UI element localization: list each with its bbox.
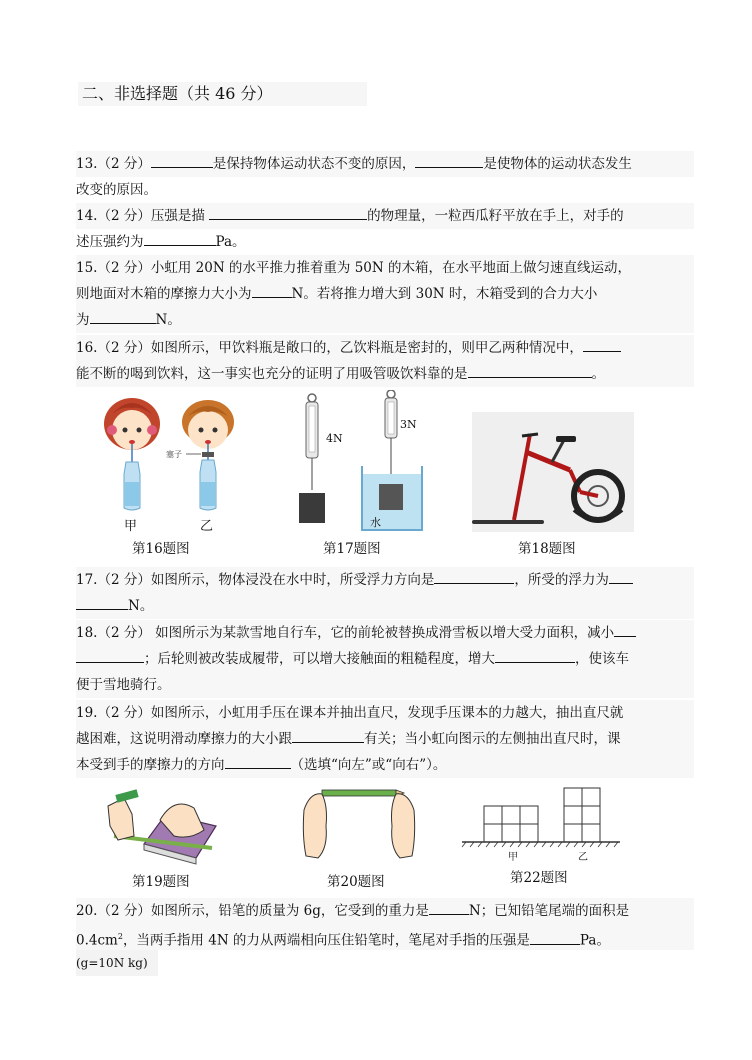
q14-blank-2[interactable] [144,229,216,246]
q13-text-a: 13.（2 分） [76,156,151,172]
q13-text-d: 改变的原因。 [76,182,157,198]
q15-text-e: N。 [155,312,181,328]
question-20 [76,898,694,976]
q20-text-d: ，当两手指用 4N 的力从两端相向压住铅笔时，笔尾对手指的压强是 [122,932,530,949]
q18-blank-1b[interactable] [76,646,144,663]
q18-text-b: ；后轮则被改装成履带，可以增大接触面的粗糙程度，增大 [144,651,495,667]
question-18 [76,620,694,698]
figure-17 [292,390,432,535]
reading-3n: 3N [400,418,417,431]
question-13 [76,151,694,203]
q16-text-b: 能不断的喝到饮料，这一事实也充分的证明了用吸管吸饮料靠的是 [76,366,468,382]
label-yi-16: 乙 [200,519,214,534]
q20-text-b: N；已知铅笔尾端的面积是 [468,903,630,919]
q19-text-a: 19.（2 分）如图所示，小虹用手压在课本并抽出直尺，发现手压课本的力越大，抽出直尺就 [76,705,624,721]
q19-text-c: 有关；当小虹向图示的左侧抽出直尺时，课 [364,731,621,747]
figure-16-caption: 第16题图 [132,541,190,557]
water-label: 水 [370,516,381,529]
reading-4n: 4N [326,432,343,445]
figure-20-caption: 第20题图 [327,874,385,890]
figure-22 [458,784,624,864]
q15-text-d: 为 [76,312,90,328]
q13-text-b: 是保持物体运动状态不变的原因， [212,156,416,172]
question-14 [76,203,694,255]
q17-text-b: ，所受的浮力为 [514,572,609,588]
q19-blank-2[interactable] [225,752,291,769]
q20-text-a: 20.（2 分）如图所示，铅笔的质量为 6g，它受到的重力是 [76,903,429,919]
boy-figure [182,400,234,510]
figure-16 [100,392,245,537]
q15-text-c: N。若将推力增大到 30N 时，木箱受到的合力大小 [291,286,598,302]
q13-blank-1[interactable] [151,151,213,168]
q16-text-a: 16.（2 分）如图所示，甲饮料瓶是敞口的，乙饮料瓶是密封的，则甲乙两种情况中， [76,340,583,356]
q18-text-a: 18.（2 分） 如图所示为某款雪地自行车，它的前轮被替换成滑雪板以增大受力面积，减小 [76,625,615,641]
label-yi-22: 乙 [578,852,588,863]
q19-text-b: 越困难，这说明滑动摩擦力的大小跟 [76,731,292,747]
label-jia-16: 甲 [124,519,138,534]
q15-text-a: 15.（2 分）小虹用 20N 的水平推力推着重为 50N 的木箱，在水平地面上做匀速直线运动， [76,260,631,276]
figure-18-caption: 第18题图 [518,541,576,557]
figure-19 [104,786,222,866]
q13-text-c: 是使物体的运动状态发生 [483,156,632,172]
q20-blank-2[interactable] [530,928,580,945]
q14-text-b: 的物理量，一粒西瓜籽平放在手上，对手的 [367,208,624,224]
q18-blank-1a[interactable] [614,620,636,637]
q14-blank-1[interactable] [209,203,367,220]
q16-text-c: 。 [591,366,605,382]
q17-text-a: 17.（2 分）如图所示，物体浸没在水中时，所受浮力方向是 [76,572,435,588]
figure-22-caption: 第22题图 [510,870,568,886]
label-jia-22: 甲 [508,852,518,863]
q15-text-b: 则地面对木箱的摩擦力大小为 [76,286,252,302]
question-19 [76,700,694,778]
question-17 [76,567,694,619]
brick-stack-yi [564,788,600,842]
q17-blank-1[interactable] [434,567,514,584]
figure-19-caption: 第19题图 [132,874,190,890]
book-and-hand [108,789,216,864]
q19-text-d: 本受到手的摩擦力的方向 [76,757,225,773]
q20-sup: 2 [117,932,123,941]
q14-text-c: 述压强约为 [76,234,144,250]
figure-17-caption: 第17题图 [323,541,381,557]
question-16 [76,335,694,387]
q20-text-e: Pa。 [579,932,610,949]
q19-text-e: （选填“向左”或“向右”）。 [290,757,447,773]
section-title: 二、非选择题（共 46 分） [78,82,367,106]
q18-text-d: 便于雪地骑行。 [76,677,171,693]
q13-blank-2[interactable] [415,151,483,168]
q16-blank-2[interactable] [468,361,592,378]
q20-text-f: (g=10N kg) [76,956,148,970]
spring-scale-1 [299,394,325,523]
figure-18 [472,412,634,532]
q17-text-c: N。 [128,598,154,614]
stopper-label: 塞子 [166,450,182,459]
q18-text-c: ，使该车 [575,651,629,667]
q19-blank-1[interactable] [292,726,364,743]
q15-blank-1[interactable] [252,281,292,298]
q15-blank-2[interactable] [90,307,156,324]
q16-blank-1[interactable] [583,335,621,352]
spring-scale-2 [362,390,422,530]
q14-text-d: Pa。 [215,234,246,250]
q14-text-a: 14.（2 分）压强是描 [76,208,210,224]
figure-20 [300,786,418,862]
q20-text-c: 0.4cm [76,932,118,949]
q17-blank-2a[interactable] [609,567,633,584]
pencil-and-fingers [303,790,414,858]
q20-blank-1[interactable] [429,898,469,915]
q18-blank-2[interactable] [495,646,575,663]
q17-blank-2b[interactable] [76,593,128,610]
brick-stack-jia [484,806,538,842]
girl-figure [104,398,160,510]
question-15 [76,255,694,333]
